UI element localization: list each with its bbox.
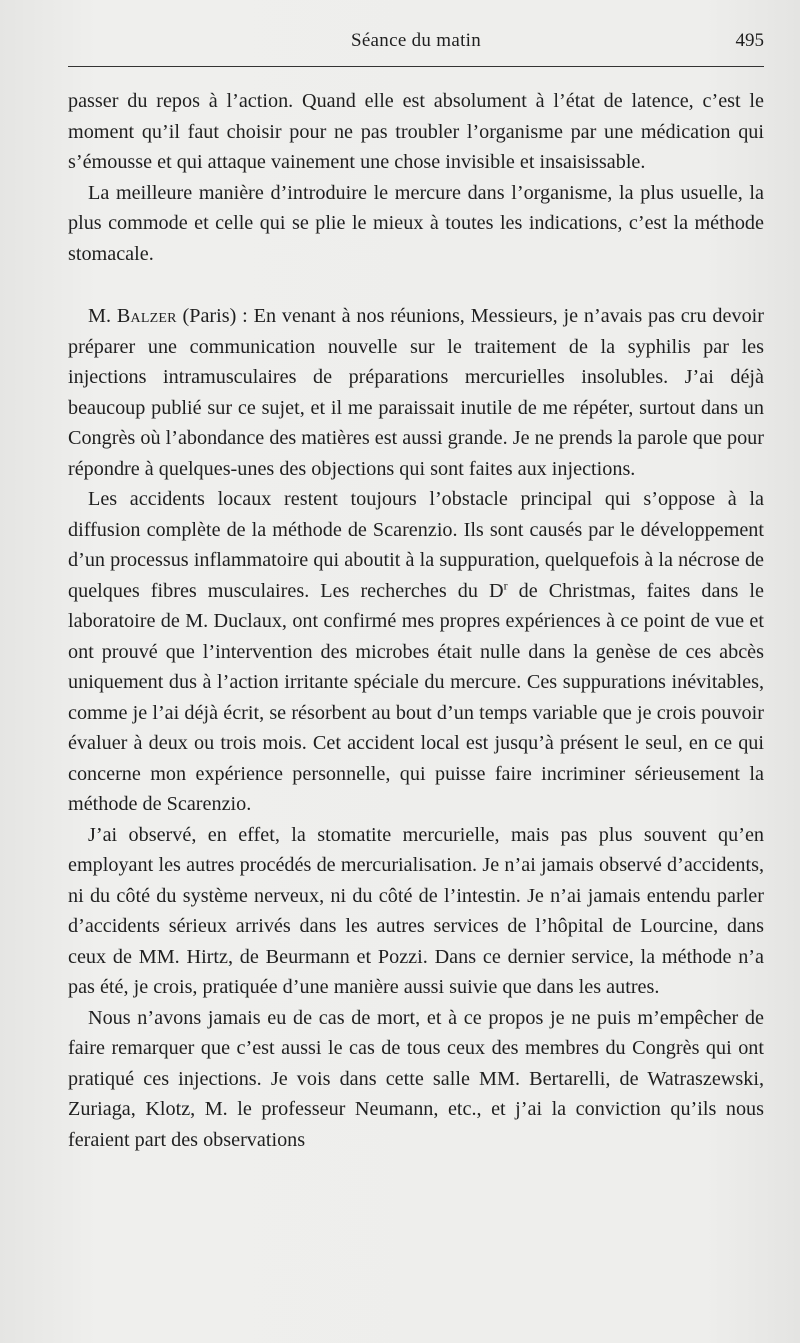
superscript: r [503,577,508,592]
paragraph-text: J’ai observé, en effet, la stomatite mercurielle, mais pas plus souvent qu’en employant les autres procédés de mercurialisation. Je n’ai jamais observé d’accidents, ni du côté du système nerveux, ni du côté de l’intestin. Je n’ai jamais entendu parler d’accidents sérieux arrivés dans les autres services de l’hôpital de Lourcine, dans ceux de MM. Hirtz, de Beurmann et Pozzi. Dans ce dernier service, la méthode n’a pas été, je crois, pratiquée d’une manière aussi suivie que dans les autres. [68,823,764,998]
header-rule [68,66,764,67]
paragraph-text-after: de Christmas, faites dans le laboratoire de M. Duclaux, ont confirmé mes propres expériences à ce point de vue et ont prouvé que l’intervention des microbes était nulle dans la genèse de ces abcès uniquement dus à l’action irritante spéciale du mercure. Ces suppurations inévitables, comme je l’ai déjà écrit, se résorbent au bout d’un temps variable que je crois pouvoir évaluer à deux ou trois mois. Cet accident local est jusqu’à présent le seul, en ce qui concerne mon expérience personnelle, qui puisse faire incriminer sérieusement la méthode de Scarenzio. [68,579,764,815]
page-number: 495 [735,30,764,51]
paragraph-text: Nous n’avons jamais eu de cas de mort, et à ce propos je ne puis m’empêcher de faire remarquer que c’est aussi le cas de tous ceux des membres du Congrès qui ont pratiqué ces injections. Je vois dans cette salle MM. Bertarelli, de Watraszewski, Zuriaga, Klotz, M. le professeur Neumann, etc., et j’ai la conviction qu’ils nous feraient part des observations [68,1006,764,1151]
paragraph-text: (Paris) : En venant à nos réunions, Messieurs, je n’avais pas cru devoir préparer une communication nouvelle sur le traitement de la syphilis par les injections intramusculaires de préparations mercurielles insolubles. J’ai déjà beaucoup publié sur ce sujet, et il me paraissait inutile de me répéter, surtout dans un Congrès où l’abondance des matières est aussi grande. Je ne prends la parole que pour répondre à quelques-unes des objections qui sont faites aux injections. [68,305,764,480]
speaker-paragraph [68,301,764,484]
paragraph [68,1003,764,1156]
paragraph [68,484,764,820]
page-header [68,30,764,60]
body-text [68,86,764,1155]
running-head: Séance du matin [350,30,482,51]
paragraph-text: passer du repos à l’action. Quand elle est absolument à l’état de latence, c’est le moment qu’il faut choisir pour ne pas troubler l’organisme par une médication qui s’émousse et qui attaque vainement une chose invisible et insaisissable. [68,90,764,173]
paragraph [68,820,764,1003]
paragraph-text-before: Les accidents locaux restent toujours l’obstacle principal qui s’oppose à la diffusion complète de la méthode de Scarenzio. Ils sont causés par le développement d’un processus inflammatoire qui aboutit à la suppuration, quelquefois à la nécrose de quelques fibres musculaires. Les recherches du D [68,488,764,602]
speaker-name: Balzer [116,305,177,327]
paragraph [68,178,764,270]
paragraph [68,86,764,178]
paragraph-text: La meilleure manière d’introduire le mercure dans l’organisme, la plus usuelle, la plus commode et celle qui se plie le mieux à toutes les indications, c’est la méthode stomacale. [68,181,764,265]
speaker-prefix: M. [88,305,117,327]
